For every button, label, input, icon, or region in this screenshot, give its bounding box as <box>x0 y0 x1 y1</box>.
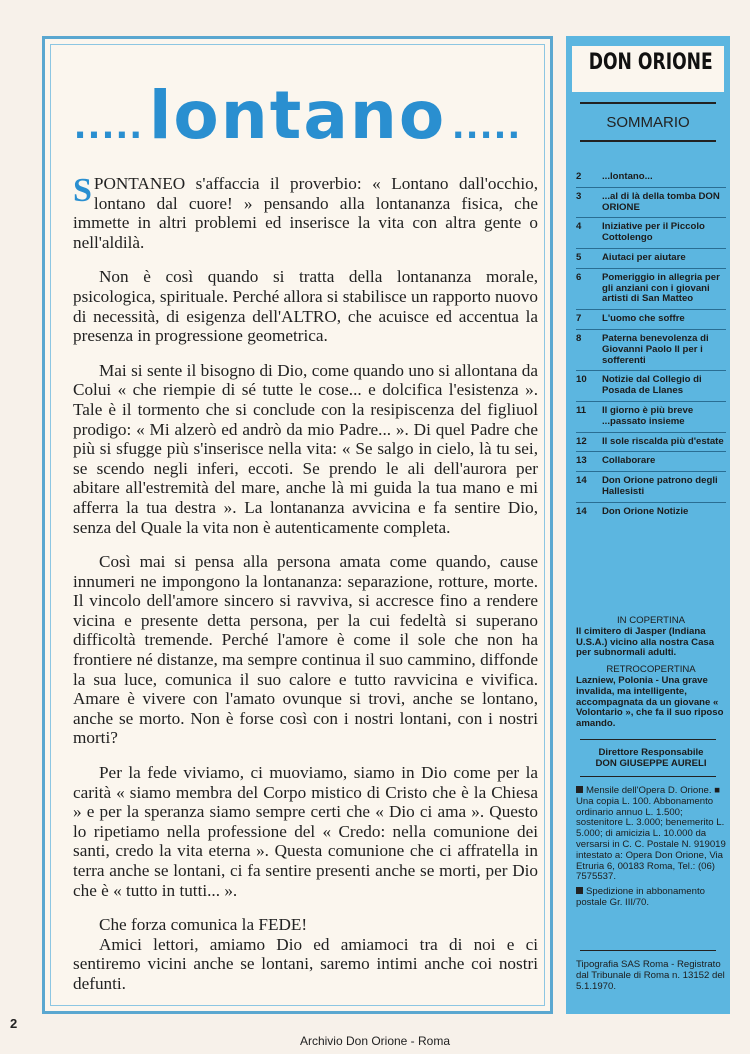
title-dots-right: ..... <box>451 107 522 147</box>
article-paragraph-6a: Che forza comunica la FEDE! <box>99 915 308 935</box>
table-of-contents <box>576 172 726 518</box>
toc-title: Pomeriggio in allegria per gli anziani con i giovani artisti di San Matteo <box>602 271 720 305</box>
toc-separator <box>576 370 726 371</box>
toc-page-number: 13 <box>576 455 587 467</box>
toc-separator <box>576 502 726 503</box>
toc-item[interactable] <box>576 437 726 448</box>
toc-title: ...lontano... <box>602 171 653 182</box>
title-dots-left: ..... <box>73 107 144 147</box>
toc-separator <box>576 268 726 269</box>
toc-page-number: 12 <box>576 435 587 447</box>
toc-page-number: 2 <box>576 171 582 182</box>
toc-title: Aiutaci per aiutare <box>602 251 686 263</box>
printer-info <box>576 960 726 992</box>
divider <box>580 140 716 142</box>
masthead: DON ORIONE <box>588 50 713 75</box>
article-paragraph-2: Non è così quando si tratta della lontananza morale, psicologica, spirituale. Perché allora si stabilisce un rapporto nuovo di necessità, di esigenza dell'ALTRO, che acuisce ed accentua la presenza in progressione geometrica. <box>73 267 538 346</box>
toc-page-number: 11 <box>576 404 587 416</box>
toc-item[interactable] <box>576 476 726 498</box>
article-frame <box>42 36 553 1014</box>
toc-page-number: 6 <box>576 271 582 283</box>
toc-item[interactable] <box>576 375 726 397</box>
director-block <box>576 748 726 770</box>
title-word: lontano <box>148 77 447 154</box>
toc-separator <box>576 471 726 472</box>
divider <box>580 102 716 104</box>
toc-title: Il sole riscalda più d'estate <box>602 435 724 447</box>
printer-text: Tipografia SAS Roma - Registrato dal Tribunale di Roma n. 13152 del 5.1.1970. <box>576 959 725 992</box>
toc-title: Don Orione patrono degli Hallesisti <box>602 475 718 497</box>
page-number: 2 <box>10 1016 18 1031</box>
dropcap: S <box>73 172 92 209</box>
toc-separator <box>576 451 726 452</box>
toc-separator <box>576 217 726 218</box>
toc-separator <box>576 187 726 188</box>
in-copertina-heading: IN COPERTINA <box>616 615 686 626</box>
toc-title: ...al di là della tomba DON ORIONE <box>602 190 720 213</box>
subscription-info <box>576 786 726 909</box>
toc-item[interactable] <box>576 192 726 214</box>
retro-text: Lazniew, Polonia - Una grave invalida, ma intelligente, accompagnata da un giovane « Volontario », che fa il suo riposo amando. <box>576 674 724 730</box>
postal-text: Spedizione in abbonamento postale Gr. III/70. <box>576 886 705 908</box>
toc-title: L'uomo che soffre <box>602 313 685 325</box>
toc-page-number: 4 <box>576 221 582 233</box>
sommario-heading: SOMMARIO <box>606 114 690 131</box>
retro-heading: RETROCOPERTINA <box>606 664 696 676</box>
toc-page-number: 14 <box>576 475 587 487</box>
toc-item[interactable] <box>576 253 726 264</box>
toc-page-number: 5 <box>576 251 582 263</box>
divider <box>580 950 716 951</box>
toc-item[interactable] <box>576 334 726 366</box>
toc-separator <box>576 432 726 433</box>
toc-page-number: 10 <box>576 374 587 386</box>
toc-separator <box>576 401 726 402</box>
footer-archive: Archivio Don Orione - Roma <box>299 1034 451 1048</box>
toc-separator <box>576 309 726 310</box>
toc-item[interactable] <box>576 172 726 183</box>
square-bullet-icon <box>576 887 583 894</box>
article-title <box>45 77 550 154</box>
toc-title: Don Orione Notizie <box>602 505 689 517</box>
toc-title: Collaborare <box>602 455 656 467</box>
toc-separator <box>576 329 726 330</box>
sidebar <box>566 36 730 1014</box>
square-bullet-icon <box>576 786 583 793</box>
toc-item[interactable] <box>576 273 726 305</box>
director-name: DON GIUSEPPE AURELI <box>595 757 707 769</box>
toc-page-number: 3 <box>576 190 582 202</box>
article-paragraph-4: Così mai si pensa alla persona amata come quando, cause innumeri ne impongono la lontananza: separazione, rotture, morte. Il vincolo dell'amore sincero si ravviva, si accresce fino a rendere vicina e presente detta persona, per la cui fedeltà si superano difficoltà tremende. Perché l'amore è come il sole che non ha frontiere né distanze, ma sempre continua il suo cammino, diffonde la sua luce, comunica il suo calore e tutto ravvicina e vivifica. Amare è vivere con l'amato ovunque si trovi, anche se lontano, anche se morto. Non è forse così con i nostri lontani, con i nostri morti? <box>73 552 538 748</box>
toc-item[interactable] <box>576 314 726 325</box>
toc-title: Notizie dal Collegio di Posada de Llanes <box>602 374 702 397</box>
article-paragraph-1: SPONTANEO s'affaccia il proverbio: « Lontano dall'occhio, lontano dal cuore! » pensando alla lontananza fisica, che immette in altri problemi ed inserisce la vita con altra gente o nell'aldilà. <box>73 172 538 252</box>
toc-page-number: 7 <box>576 313 582 325</box>
in-copertina <box>576 616 726 730</box>
divider <box>580 739 716 740</box>
director-label: Direttore Responsabile <box>598 747 704 758</box>
toc-item[interactable] <box>576 456 726 467</box>
article-paragraph-6b: Amici lettori, amiamo Dio ed amiamoci tra di noi e ci sentiremo vicini anche se lontani, saremo intimi anche coi nostri defunti. <box>73 934 538 993</box>
toc-page-number: 14 <box>576 505 587 517</box>
toc-title: Il giorno è più breve ...passato insieme <box>602 404 694 427</box>
article-paragraph-5: Per la fede viviamo, ci muoviamo, siamo in Dio come per la carità « siamo membra del Corpo mistico di Cristo che è la Chiesa » e per la speranza siamo sempre certi che « Dio ci ama ». Questo lo ripetiamo nella professione del « Credo: nella comunione dei santi, credo la vita eterna ». Questa comunione che ci affratella in terra anche se lontani, ci fa sentire presenti anche se morti, per Dio che è « tutto in tutti... ». <box>73 763 538 900</box>
toc-page-number: 8 <box>576 332 582 344</box>
article-paragraph-3: Mai si sente il bisogno di Dio, come quando uno si allontana da Colui « che riempie di sé tutte le cose... e dolcifica l'esistenza ». Tale è il tormento che si conclude con la resipiscenza del figliuol prodigo: « Mi alzerò ed andrò da mio Padre... ». Di quel Padre che più si sfugge più s'inserisce nella vita: « Se salgo in cielo, là tu sei, se scendo negli inferi, eccoti. Se prendo le ali dell'aurora per abitare all'estremità del mare, anche là mi guida la tua mano e mi afferra la tua destra ». La lontananza avvicina e fa sentire Dio, senza del Quale la vita non è autenticamente completa. <box>73 360 538 537</box>
subscription-text: Mensile dell'Opera D. Orione. ■ Una copia L. 100. Abbonamento ordinario annuo L. 1.500; sostenitore L. 3.000; benemerito L. 5.000; di amicizia L. 10.000 da versarsi in C. C. Postale N. 919019 intestato a: Opera Don Orione, Via Etruria 6, 00183 Roma, Tel.: (06) 7575537. <box>576 785 726 883</box>
toc-item[interactable] <box>576 222 726 244</box>
toc-title: Iniziative per il Piccolo Cottolengo <box>602 221 705 244</box>
toc-item[interactable] <box>576 406 726 428</box>
in-copertina-text: Il cimitero di Jasper (Indiana U.S.A.) vicino alla nostra Casa per subnormali adulti. <box>576 625 715 659</box>
article-body <box>73 174 538 1009</box>
toc-title: Paterna benevolenza di Giovanni Paolo II per i sofferenti <box>602 332 709 366</box>
toc-separator <box>576 248 726 249</box>
masthead-box <box>572 46 724 92</box>
divider <box>580 776 716 777</box>
toc-item[interactable] <box>576 507 726 518</box>
